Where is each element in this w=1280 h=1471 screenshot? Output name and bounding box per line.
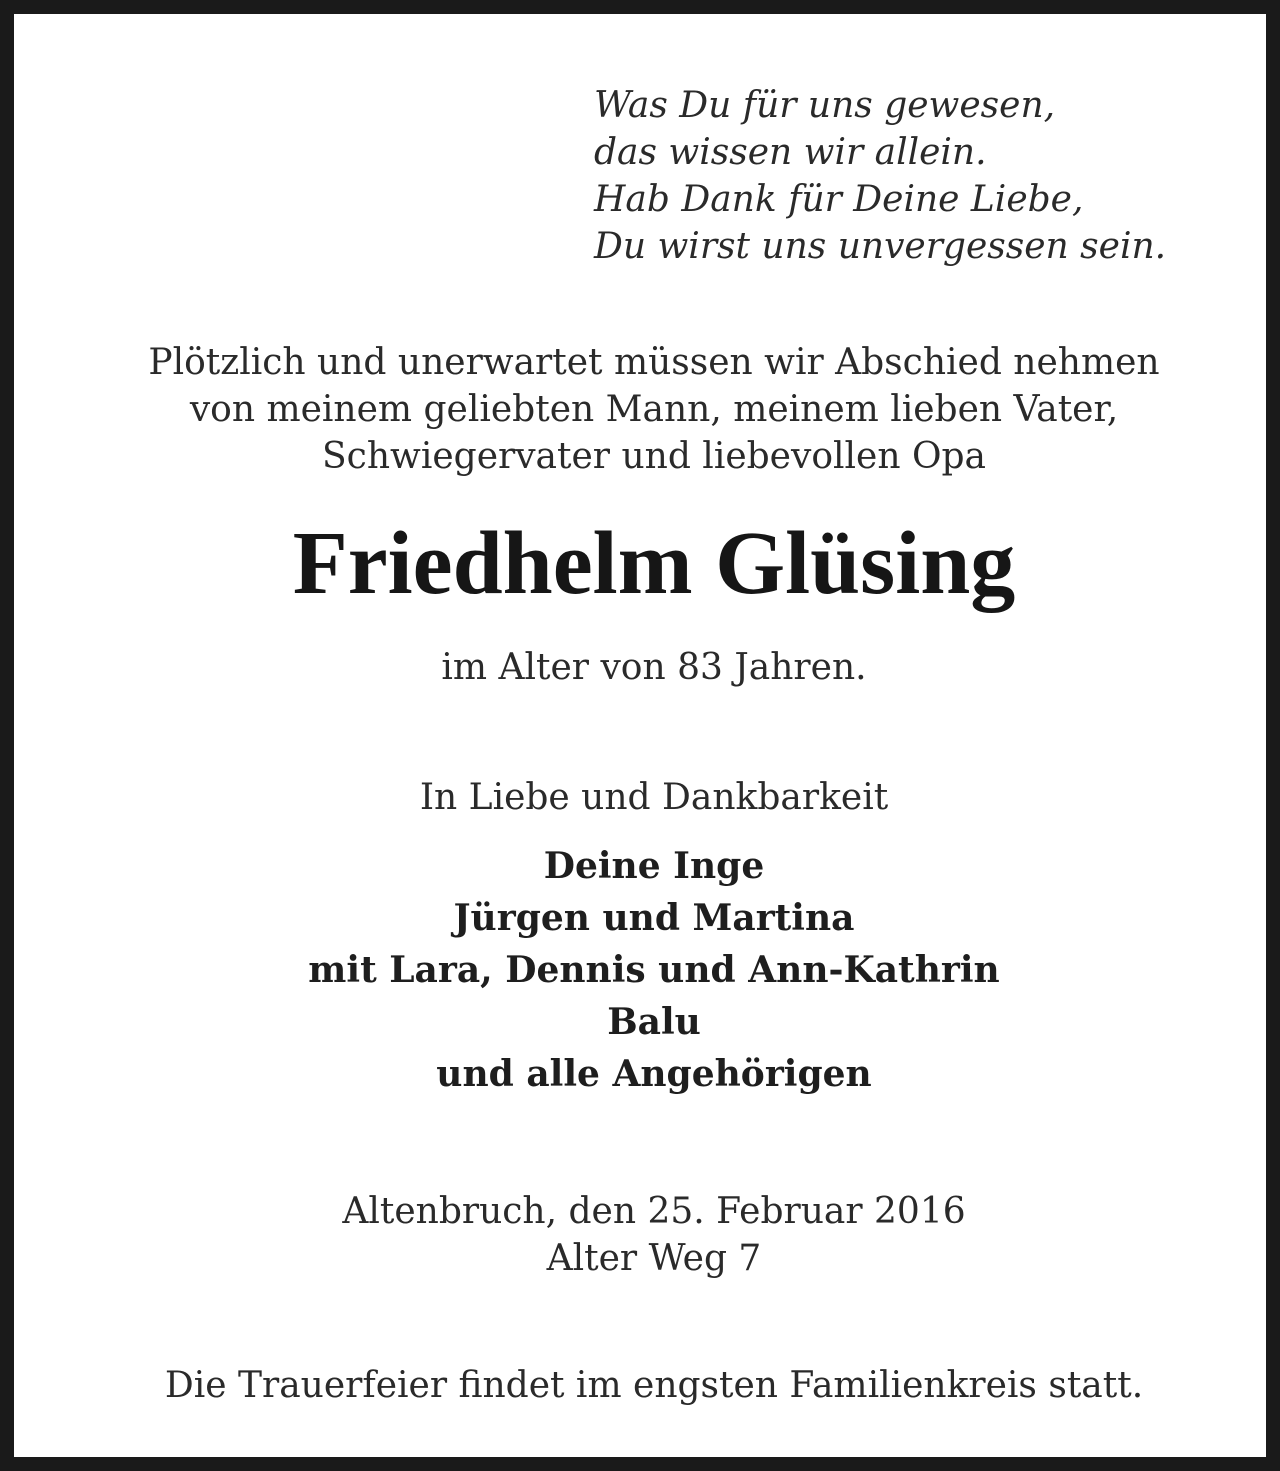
mourner-line: mit Lara, Dennis und Ann-Kathrin xyxy=(308,949,1000,991)
poem-line: Was Du für uns gewesen, xyxy=(594,85,1056,126)
place-date: Altenbruch, den 25. Februar 2016 xyxy=(342,1191,966,1232)
announcement-intro xyxy=(28,339,1280,480)
deceased-name: Friedhelm Glüsing xyxy=(292,514,1016,613)
mourner-line: Balu xyxy=(607,1001,701,1043)
deceased-age: im Alter von 83 Jahren. xyxy=(441,647,867,688)
ceremony-note: Die Trauerfeier findet im engsten Familienkreis statt. xyxy=(164,1365,1144,1406)
mourner-line: Deine Inge xyxy=(543,845,765,887)
closing-phrase: In Liebe und Dankbarkeit xyxy=(419,777,889,818)
address: Alter Weg 7 xyxy=(546,1238,762,1279)
intro-line: Schwiegervater und liebevollen Opa xyxy=(322,436,986,477)
intro-line: von meinem geliebten Mann, meinem lieben Vater, xyxy=(189,389,1119,430)
intro-line: Plötzlich und unerwartet müssen wir Abschied nehmen xyxy=(148,342,1160,383)
mourner-line: Jürgen und Martina xyxy=(453,897,855,939)
poem-line: Hab Dank für Deine Liebe, xyxy=(594,179,1084,220)
memorial-poem xyxy=(594,82,1254,270)
mourner-line: und alle Angehörigen xyxy=(436,1053,872,1095)
poem-line: Du wirst uns unvergessen sein. xyxy=(594,226,1167,267)
mourners-list xyxy=(28,840,1280,1100)
poem-line: das wissen wir allein. xyxy=(594,132,987,173)
place-and-address xyxy=(28,1188,1280,1282)
